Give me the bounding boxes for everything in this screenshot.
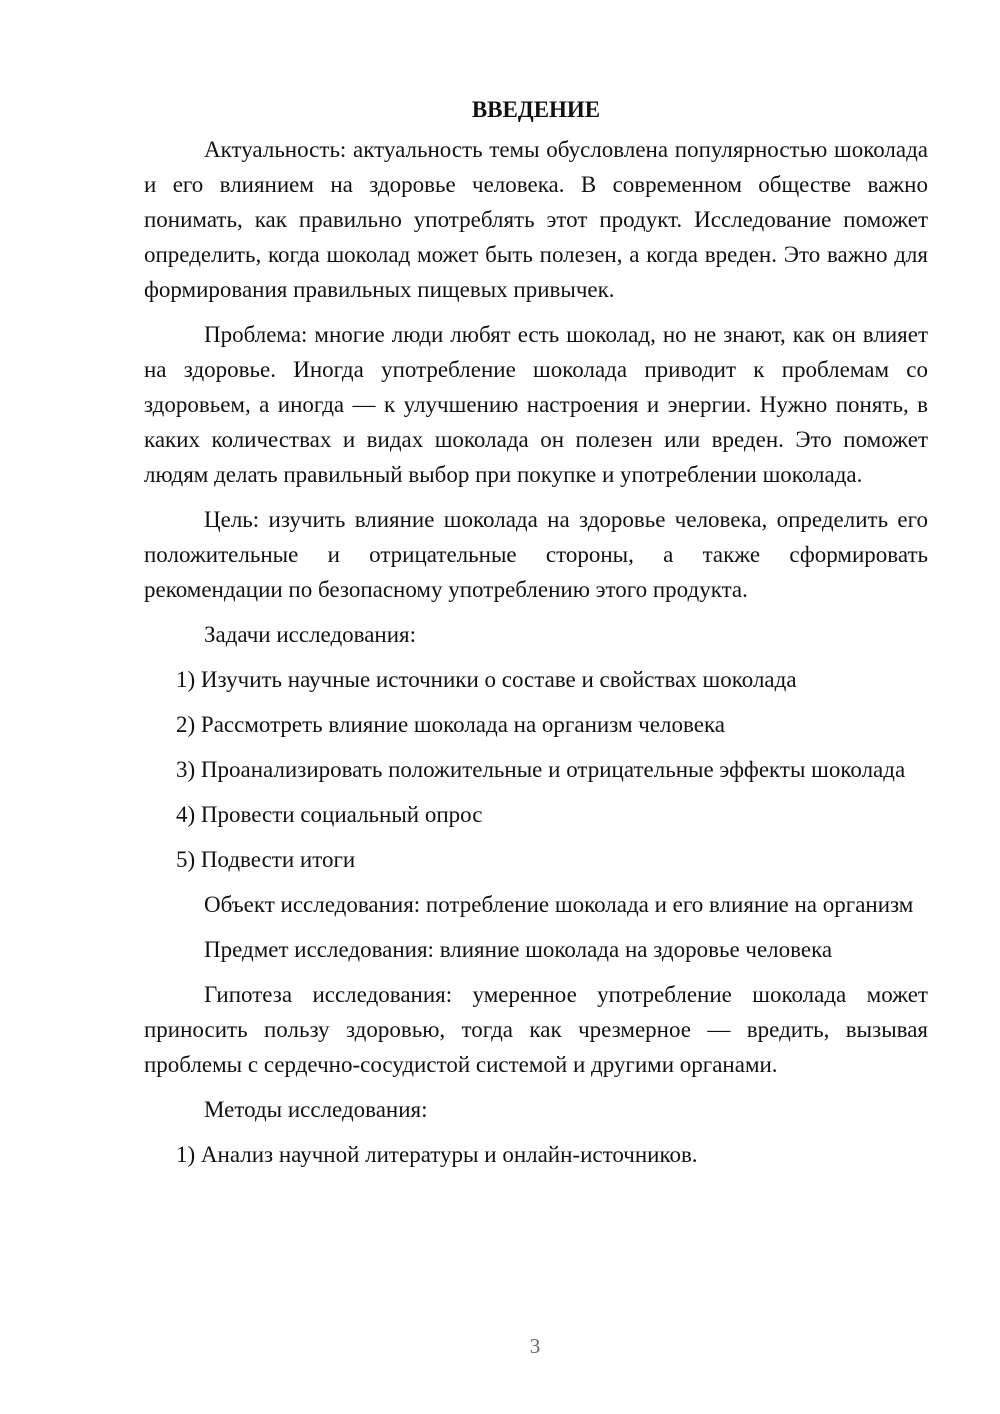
page-number: 3: [529, 1334, 541, 1358]
object-paragraph: Объект исследования: потребление шоколада и его влияние на организм: [204, 892, 914, 917]
task-item-3: 3) Проанализировать положительные и отрицательные эффекты шоколада: [176, 757, 906, 782]
problem-paragraph: Проблема: многие люди любят есть шоколад, но не знают, как он влияет на здоровье. Иногда употребление шоколада приводит к проблемам со здоровьем, а иногда — к улучшению настроения и энергии. Нужно понять, в каких количествах и видах шоколада он полезен или вреден. Это поможет людям делать правильный выбор при покупке и употреблении шоколада.: [144, 322, 928, 487]
subject-paragraph: Предмет исследования: влияние шоколада на здоровье человека: [204, 937, 833, 962]
relevance-paragraph: Актуальность: актуальность темы обусловлена популярностью шоколада и его влиянием на здоровье человека. В современном обществе важно понимать, как правильно употреблять этот продукт. Исследование поможет определить, когда шоколад может быть полезен, а когда вреден. Это важно для формирования правильных пищевых привычек.: [144, 137, 928, 302]
page-title: ВВЕДЕНИЕ: [471, 97, 601, 122]
tasks-heading: Задачи исследования:: [204, 622, 417, 647]
document-page: [144, 92, 928, 1182]
hypothesis-paragraph: Гипотеза исследования: умеренное употребление шоколада может приносить пользу здоровью, тогда как чрезмерное — вредить, вызывая проблемы с сердечно-сосудистой системой и другими органами.: [144, 982, 928, 1077]
methods-heading: Методы исследования:: [204, 1097, 428, 1122]
task-item-1: 1) Изучить научные источники о составе и свойствах шоколада: [176, 667, 797, 692]
task-item-2: 2) Рассмотреть влияние шоколада на организм человека: [176, 712, 725, 737]
method-item-1: 1) Анализ научной литературы и онлайн-источников.: [176, 1142, 698, 1167]
task-item-4: 4) Провести социальный опрос: [176, 802, 483, 827]
goal-paragraph: Цель: изучить влияние шоколада на здоровье человека, определить его положительные и отрицательные стороны, а также сформировать рекомендации по безопасному употреблению этого продукта.: [144, 507, 928, 602]
task-item-5: 5) Подвести итоги: [176, 847, 356, 872]
